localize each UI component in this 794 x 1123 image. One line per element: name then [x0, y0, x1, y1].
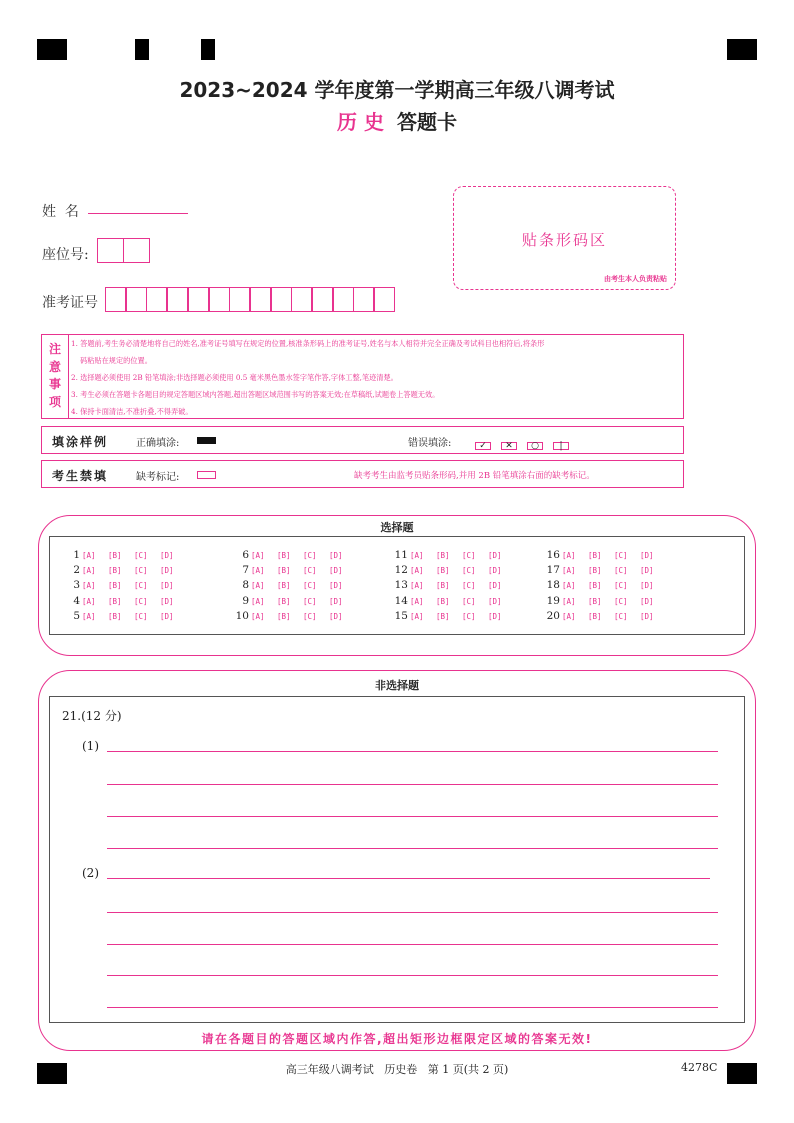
notice-item: 3. 考生必须在答题卡各题目的规定答题区域内答题,超出答题区域范围书写的答案无效;在草稿纸,试题卷上答题无效。: [71, 390, 440, 399]
option-bubble[interactable]: [B]: [588, 611, 602, 621]
option-bubble[interactable]: [D]: [640, 611, 654, 621]
answer-line[interactable]: [107, 816, 718, 817]
barcode-area: [453, 186, 676, 290]
notice-items: [71, 335, 681, 420]
seat-label: 座位号:: [42, 247, 89, 263]
choice-question-row: [62, 609, 186, 624]
answer-line[interactable]: [107, 944, 718, 945]
question-number: 18: [546, 579, 560, 592]
choice-grid: [49, 536, 745, 635]
choice-question-row: [231, 563, 355, 578]
option-bubble[interactable]: [C]: [462, 551, 476, 560]
registration-mark-top-1: [135, 39, 149, 60]
answer-line[interactable]: [107, 751, 718, 752]
option-bubble[interactable]: [D]: [640, 566, 654, 576]
nonchoice-title: 非选择题: [375, 679, 419, 692]
option-bubble[interactable]: [C]: [614, 551, 628, 560]
registration-mark-top-right: [727, 39, 757, 60]
exam-id-cell[interactable]: [250, 287, 271, 312]
wrong-fill-mark: |: [553, 442, 569, 450]
option-bubble[interactable]: [D]: [640, 581, 654, 591]
exam-id-cell[interactable]: [105, 287, 126, 312]
forbidden-box: [41, 460, 684, 488]
choice-question-row: [390, 548, 514, 563]
fill-sample-label: 填涂样例: [52, 435, 109, 449]
barcode-note: 由考生本人负责粘贴: [604, 275, 667, 283]
option-bubble[interactable]: [B]: [108, 596, 122, 606]
exam-id-cell[interactable]: [209, 287, 230, 312]
exam-id-cell[interactable]: [167, 287, 188, 312]
wrong-fill-mark: ✕: [501, 442, 517, 450]
option-bubble[interactable]: [C]: [462, 611, 476, 621]
question-number: 12: [394, 564, 408, 577]
question-number: 17: [546, 564, 560, 577]
option-bubble[interactable]: [C]: [614, 611, 628, 621]
notice-label-char: 意: [48, 359, 61, 374]
option-bubble[interactable]: [A]: [562, 611, 576, 621]
correct-fill-label: 正确填涂:: [136, 438, 180, 449]
option-bubble[interactable]: [B]: [436, 581, 450, 591]
q21-answer-box: [49, 696, 745, 1023]
answer-line[interactable]: [107, 1007, 718, 1008]
option-bubble[interactable]: [A]: [251, 566, 265, 576]
option-bubble[interactable]: [C]: [462, 596, 476, 606]
name-field[interactable]: [88, 197, 188, 214]
option-bubble[interactable]: [D]: [329, 611, 343, 621]
option-bubble[interactable]: [C]: [303, 596, 317, 606]
footer-text: 高三年级八调考试 历史卷 第 1 页(共 2 页): [285, 1063, 509, 1076]
q21-part2-label: (2): [82, 866, 99, 880]
option-bubble[interactable]: [A]: [410, 566, 424, 576]
option-bubble[interactable]: [A]: [410, 581, 424, 591]
option-bubble[interactable]: [B]: [436, 566, 450, 576]
subject-name: 历 史: [337, 110, 384, 134]
choice-question-row: [542, 578, 666, 593]
option-bubble[interactable]: [C]: [303, 611, 317, 621]
option-bubble[interactable]: [A]: [562, 551, 576, 560]
barcode-title: 贴条形码区: [521, 231, 607, 249]
option-bubble[interactable]: [C]: [134, 611, 148, 621]
option-bubble[interactable]: [C]: [134, 566, 148, 576]
option-bubble[interactable]: [C]: [303, 566, 317, 576]
option-bubble[interactable]: [A]: [410, 611, 424, 621]
option-bubble[interactable]: [B]: [277, 581, 291, 591]
exam-id-label: 准考证号: [42, 295, 98, 311]
option-bubble[interactable]: [C]: [614, 581, 628, 591]
option-bubble[interactable]: [A]: [82, 581, 96, 591]
wrong-fill-mark: ✓: [475, 442, 491, 450]
exam-id-cell[interactable]: [271, 287, 292, 312]
option-bubble[interactable]: [B]: [588, 596, 602, 606]
option-bubble[interactable]: [A]: [251, 551, 265, 560]
choice-question-row: [62, 594, 186, 609]
option-bubble[interactable]: [D]: [329, 566, 343, 576]
option-bubble[interactable]: [D]: [160, 551, 174, 560]
name-label: 姓 名: [42, 204, 79, 220]
answer-line[interactable]: [107, 848, 718, 849]
wrong-fill-examples: [475, 435, 579, 454]
option-bubble[interactable]: [B]: [108, 551, 122, 560]
choice-question-row: [231, 594, 355, 609]
question-number: 13: [394, 579, 408, 592]
fill-sample-box: [41, 426, 684, 454]
notice-item: 码粘贴在规定的位置。: [80, 356, 152, 365]
answer-line[interactable]: [107, 912, 718, 913]
notice-item: 1. 答题前,考生务必清楚地将自己的姓名,准考证号填写在规定的位置,核准条形码上的准考证号,姓名与本人相符并完全正确及考试科目也相符后,将条形: [71, 339, 545, 348]
exam-id-cell[interactable]: [291, 287, 312, 312]
option-bubble[interactable]: [D]: [488, 566, 502, 576]
exam-id-cell[interactable]: [146, 287, 167, 312]
choice-question-row: [231, 578, 355, 593]
option-bubble[interactable]: [D]: [488, 596, 502, 606]
question-number: 4: [73, 594, 80, 607]
question-number: 2: [73, 564, 80, 577]
option-bubble[interactable]: [A]: [251, 581, 265, 591]
choice-question-row: [542, 548, 666, 563]
exam-title: 2023~2024 学年度第一学期高三年级八调考试: [179, 78, 615, 102]
card-title: [0, 106, 794, 135]
option-bubble[interactable]: [A]: [82, 566, 96, 576]
option-bubble[interactable]: [B]: [588, 581, 602, 591]
wrong-fill-mark: ○: [527, 442, 543, 450]
seat-cell[interactable]: [123, 238, 150, 263]
question-number: 14: [394, 594, 408, 607]
q21-part1-label: (1): [82, 739, 99, 753]
option-bubble[interactable]: [D]: [488, 581, 502, 591]
option-bubble[interactable]: [B]: [436, 596, 450, 606]
choice-question-row: [542, 563, 666, 578]
option-bubble[interactable]: [D]: [488, 611, 502, 621]
q21-label: 21.(12 分): [62, 709, 122, 723]
choice-question-row: [390, 578, 514, 593]
option-bubble[interactable]: [A]: [410, 551, 424, 560]
option-bubble[interactable]: [A]: [82, 551, 96, 560]
choice-question-row: [231, 609, 355, 624]
absent-mark-label: 缺考标记:: [136, 472, 180, 483]
option-bubble[interactable]: [C]: [614, 596, 628, 606]
answer-line[interactable]: [107, 784, 718, 785]
choice-question-row: [390, 594, 514, 609]
option-bubble[interactable]: [D]: [160, 596, 174, 606]
question-number: 5: [73, 609, 80, 622]
question-number: 11: [394, 549, 408, 561]
option-bubble[interactable]: [B]: [436, 551, 450, 560]
question-number: 9: [242, 594, 249, 607]
exam-id-cell[interactable]: [312, 287, 333, 312]
option-bubble[interactable]: [D]: [160, 566, 174, 576]
option-bubble[interactable]: [B]: [277, 566, 291, 576]
option-bubble[interactable]: [B]: [277, 596, 291, 606]
option-bubble[interactable]: [B]: [277, 611, 291, 621]
option-bubble[interactable]: [C]: [303, 551, 317, 560]
notice-item: 4. 保持卡面清洁,不准折叠,不得弄破。: [71, 407, 193, 416]
question-number: 6: [242, 549, 249, 561]
option-bubble[interactable]: [C]: [614, 566, 628, 576]
option-bubble[interactable]: [D]: [329, 551, 343, 560]
paper-code: 4278C: [681, 1061, 718, 1074]
notice-item: 2. 选择题必须使用 2B 铅笔填涂;非选择题必须使用 0.5 毫米黑色墨水签字笔作答,字体工整,笔迹清楚。: [71, 373, 398, 382]
exam-id-cell[interactable]: [353, 287, 374, 312]
option-bubble[interactable]: [C]: [303, 581, 317, 591]
notice-label-char: 注: [48, 342, 61, 356]
option-bubble[interactable]: [D]: [640, 596, 654, 606]
option-bubble[interactable]: [D]: [329, 596, 343, 606]
notice-box: [41, 334, 684, 419]
option-bubble[interactable]: [B]: [436, 611, 450, 621]
option-bubble[interactable]: [A]: [251, 596, 265, 606]
exam-id-cell[interactable]: [188, 287, 209, 312]
registration-mark-top-left: [37, 39, 67, 60]
option-bubble[interactable]: [A]: [82, 611, 96, 621]
choice-question-row: [390, 609, 514, 624]
option-bubble[interactable]: [B]: [108, 581, 122, 591]
option-bubble[interactable]: [D]: [640, 551, 654, 560]
option-bubble[interactable]: [A]: [410, 596, 424, 606]
exam-id-boxes[interactable]: [105, 287, 395, 312]
option-bubble[interactable]: [A]: [562, 596, 576, 606]
notice-label-char: 事: [48, 377, 61, 391]
question-number: 1: [73, 549, 80, 561]
question-number: 19: [546, 594, 560, 607]
forbidden-label: 考生禁填: [52, 469, 109, 483]
option-bubble[interactable]: [A]: [562, 581, 576, 591]
answer-line[interactable]: [107, 878, 710, 879]
option-bubble[interactable]: [B]: [108, 611, 122, 621]
option-bubble[interactable]: [C]: [134, 581, 148, 591]
absent-note: 缺考考生由监考员贴条形码,并用 2B 铅笔填涂右面的缺考标记。: [354, 471, 595, 481]
choice-question-row: [390, 563, 514, 578]
choice-title: 选择题: [380, 521, 414, 534]
choice-question-row: [231, 548, 355, 563]
option-bubble[interactable]: [D]: [160, 611, 174, 621]
question-number: 15: [394, 609, 408, 622]
seat-number-boxes[interactable]: [97, 238, 151, 263]
absent-mark-box[interactable]: [197, 471, 216, 479]
option-bubble[interactable]: [A]: [82, 596, 96, 606]
option-bubble[interactable]: [D]: [329, 581, 343, 591]
question-number: 10: [235, 609, 249, 622]
notice-label: [42, 335, 69, 418]
answer-line[interactable]: [107, 975, 718, 976]
question-number: 3: [73, 579, 80, 592]
option-bubble[interactable]: [A]: [251, 611, 265, 621]
option-bubble[interactable]: [D]: [160, 581, 174, 591]
option-bubble[interactable]: [B]: [588, 566, 602, 576]
option-bubble[interactable]: [C]: [134, 596, 148, 606]
option-bubble[interactable]: [A]: [562, 566, 576, 576]
choice-question-row: [62, 548, 186, 563]
exam-id-cell[interactable]: [333, 287, 354, 312]
option-bubble[interactable]: [C]: [462, 581, 476, 591]
option-bubble[interactable]: [C]: [134, 551, 148, 560]
registration-mark-top-2: [201, 39, 215, 60]
option-bubble[interactable]: [B]: [108, 566, 122, 576]
card-label: 答题卡: [396, 110, 457, 134]
exam-id-cell[interactable]: [229, 287, 250, 312]
question-number: 20: [546, 609, 560, 622]
question-number: 7: [242, 564, 249, 577]
answer-area-warning: 请在各题目的答题区域内作答,超出矩形边框限定区域的答案无效!: [201, 1032, 593, 1046]
option-bubble[interactable]: [B]: [588, 551, 602, 560]
choice-question-row: [542, 594, 666, 609]
choice-question-row: [62, 563, 186, 578]
choice-question-row: [542, 609, 666, 624]
correct-fill-example: [197, 437, 216, 444]
option-bubble[interactable]: [C]: [462, 566, 476, 576]
exam-id-cell[interactable]: [126, 287, 147, 312]
question-number: 8: [242, 579, 249, 592]
option-bubble[interactable]: [B]: [277, 551, 291, 560]
choice-question-row: [62, 578, 186, 593]
exam-id-cell[interactable]: [374, 287, 395, 312]
question-number: 16: [546, 549, 560, 561]
notice-label-char: 项: [48, 394, 61, 409]
seat-cell[interactable]: [97, 238, 124, 263]
wrong-fill-label: 错误填涂:: [408, 438, 452, 449]
option-bubble[interactable]: [D]: [488, 551, 502, 560]
